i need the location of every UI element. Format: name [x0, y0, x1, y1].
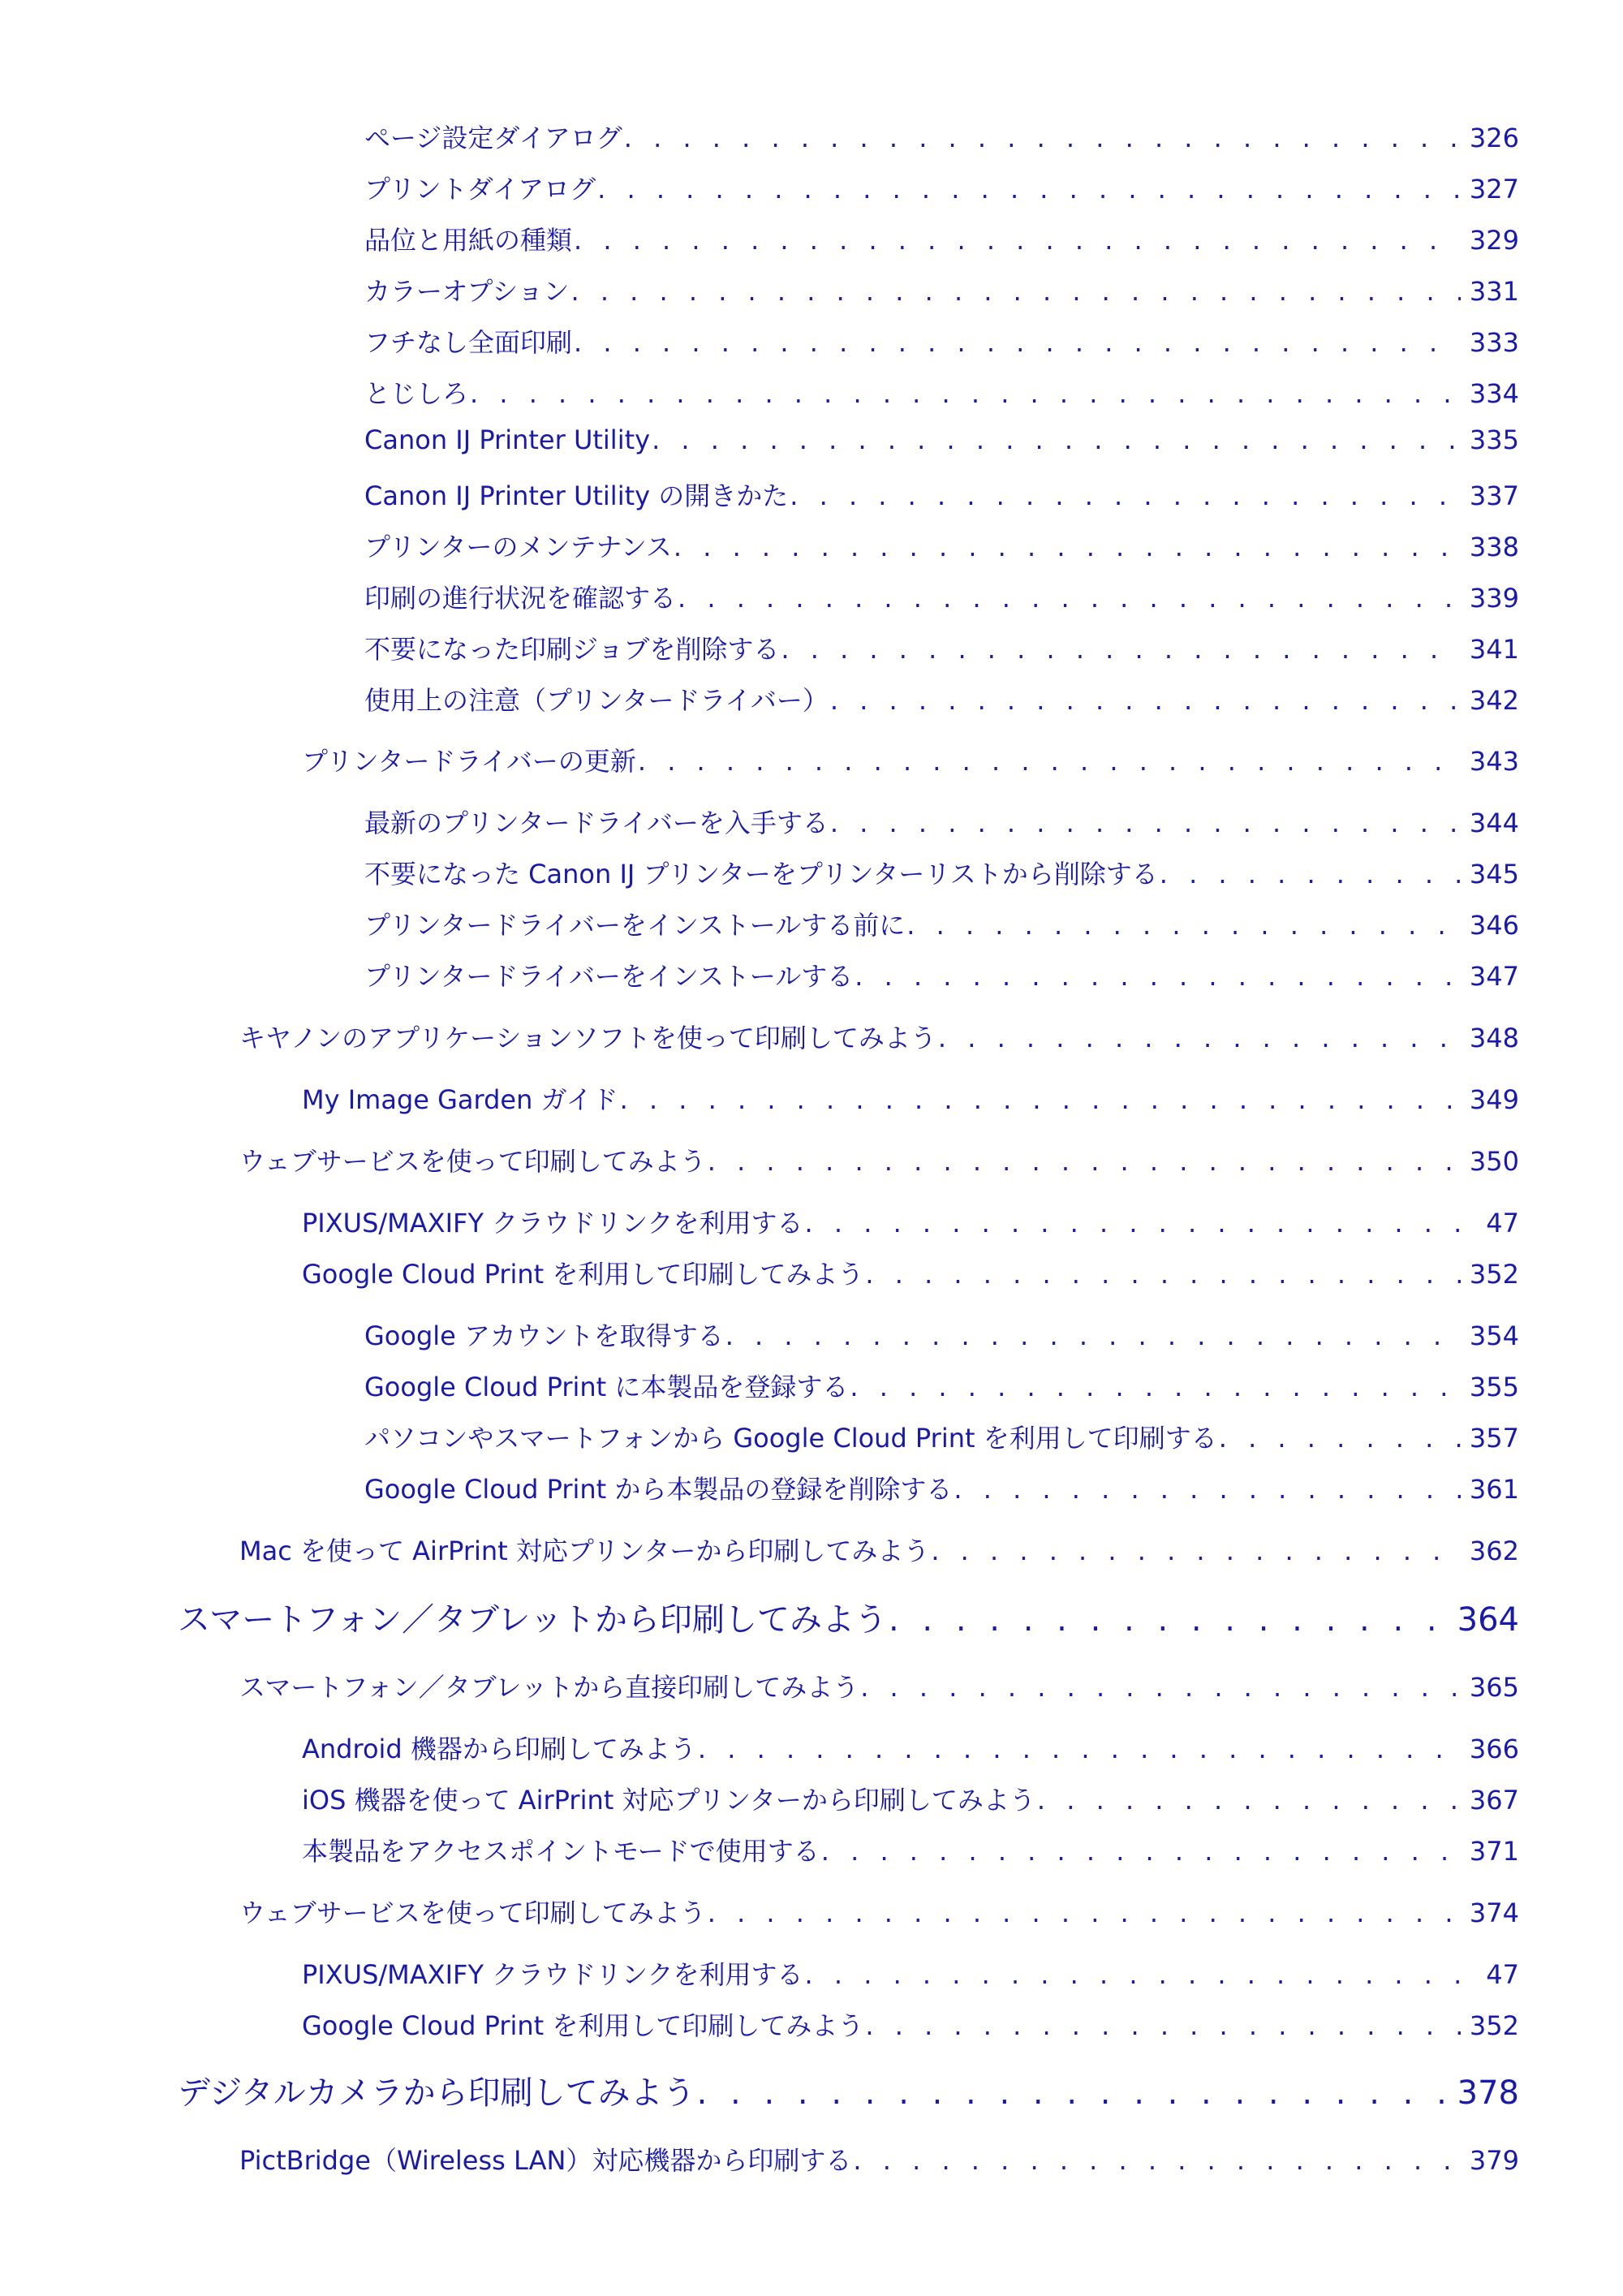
toc-entry-page: 357	[1469, 1423, 1519, 1454]
toc-entry[interactable]	[302, 741, 1519, 778]
toc-entry-title: 不要になった印刷ジョブを削除する	[364, 634, 780, 665]
toc-entry[interactable]	[239, 1141, 1519, 1178]
dot-leader	[781, 634, 1461, 665]
toc-entry-page: 352	[1469, 1259, 1519, 1290]
dot-leader	[1219, 1423, 1461, 1454]
toc-entry-page: 348	[1469, 1023, 1519, 1053]
toc-entry[interactable]	[302, 1203, 1519, 1240]
dot-leader	[678, 583, 1461, 614]
dot-leader	[850, 1372, 1461, 1402]
toc-entry[interactable]	[364, 322, 1519, 360]
toc-entry[interactable]	[364, 476, 1519, 513]
toc-entry-page: 364	[1457, 1601, 1519, 1639]
toc-entry-title: プリンターのメンテナンス	[364, 532, 672, 562]
toc-entry-title: 品位と用紙の種類	[364, 225, 573, 256]
toc-entry-title: Google Cloud Print を利用して印刷してみよう	[302, 1259, 864, 1290]
dot-leader	[624, 123, 1461, 153]
toc-entry-title: スマートフォン／タブレットから直接印刷してみよう	[239, 1672, 859, 1703]
toc-entry[interactable]	[364, 854, 1519, 891]
toc-entry-title: 不要になった Canon IJ プリンターをプリンターリストから削除する	[364, 859, 1158, 890]
dot-leader	[652, 424, 1461, 455]
toc-entry[interactable]	[239, 1531, 1519, 1568]
dot-leader	[597, 174, 1461, 205]
toc-entry-page: 335	[1469, 424, 1519, 455]
toc-entry-title: My Image Garden ガイド	[302, 1084, 618, 1115]
toc-entry-title: フチなし全面印刷	[364, 327, 573, 358]
dot-leader	[708, 1898, 1461, 1928]
toc-entry-page: 331	[1469, 276, 1519, 307]
toc-entry-page: 379	[1469, 2145, 1519, 2176]
toc-entry[interactable]	[302, 1254, 1519, 1291]
toc-entry-title: Google Cloud Print に本製品を登録する	[364, 1372, 849, 1402]
dot-leader	[853, 2145, 1461, 2176]
toc-entry-title: Canon IJ Printer Utility の開きかた	[364, 480, 789, 511]
toc-entry-page: 366	[1469, 1734, 1519, 1764]
toc-entry[interactable]	[239, 1667, 1519, 1704]
toc-entry[interactable]	[364, 373, 1519, 411]
dot-leader	[1037, 1785, 1461, 1816]
toc-entry-title: とじしろ	[364, 378, 469, 409]
toc-entry-title: プリントダイアログ	[364, 174, 596, 205]
toc-entry-page: 374	[1469, 1898, 1519, 1928]
toc-entry[interactable]	[364, 527, 1519, 564]
dot-leader	[906, 910, 1461, 941]
toc-entry[interactable]	[239, 2140, 1519, 2178]
toc-entry[interactable]	[302, 2005, 1519, 2043]
dot-leader	[620, 1084, 1461, 1115]
toc-chapter-entry[interactable]	[178, 1594, 1519, 1640]
dot-leader	[570, 276, 1461, 307]
toc-entry-page: 329	[1469, 225, 1519, 256]
toc-entry[interactable]	[364, 803, 1519, 840]
toc-entry-page: 339	[1469, 583, 1519, 614]
toc-entry-title: デジタルカメラから印刷してみよう	[178, 2074, 695, 2112]
toc-entry-title: パソコンやスマートフォンから Google Cloud Print を利用して印刷する	[364, 1423, 1217, 1454]
toc-entry-title: 印刷の進行状況を確認する	[364, 583, 677, 614]
toc-entry-page: 378	[1457, 2074, 1519, 2112]
toc-entry-title: プリンタードライバーの更新	[302, 746, 636, 777]
toc-entry[interactable]	[239, 1018, 1519, 1055]
toc-entry[interactable]	[364, 271, 1519, 308]
toc-entry-title: 使用上の注意（プリンタードライバー）	[364, 685, 829, 716]
toc-entry-page: 371	[1469, 1836, 1519, 1867]
toc-entry-title: カラーオプション	[364, 276, 570, 307]
toc-entry[interactable]	[364, 578, 1519, 615]
toc-entry-title: Google アカウントを取得する	[364, 1320, 724, 1351]
toc-entry-title: プリンタードライバーをインストールする前に	[364, 910, 906, 941]
toc-entry-title: Canon IJ Printer Utility	[364, 424, 651, 455]
toc-entry-title: キヤノンのアプリケーションソフトを使って印刷してみよう	[239, 1023, 936, 1053]
toc-entry-title: ページ設定ダイアログ	[364, 123, 622, 153]
toc-entry-page: 355	[1469, 1372, 1519, 1402]
dot-leader	[830, 685, 1461, 716]
dot-leader	[889, 1601, 1451, 1639]
dot-leader	[574, 225, 1461, 256]
toc-entry[interactable]	[302, 1954, 1519, 1992]
toc-entry-title: ウェブサービスを使って印刷してみよう	[239, 1898, 706, 1928]
dot-leader	[790, 480, 1461, 511]
toc-entry[interactable]	[239, 1893, 1519, 1930]
toc-entry[interactable]	[302, 1729, 1519, 1766]
toc-entry-title: スマートフォン／タブレットから印刷してみよう	[178, 1601, 887, 1639]
toc-entry[interactable]	[364, 424, 1519, 455]
dot-leader	[697, 2074, 1451, 2112]
dot-leader	[638, 746, 1461, 777]
toc-entry-page: 343	[1469, 746, 1519, 777]
toc-entry[interactable]	[364, 680, 1519, 717]
toc-entry-title: 最新のプリンタードライバーを入手する	[364, 808, 829, 838]
toc-entry-title: iOS 機器を使って AirPrint 対応プリンターから印刷してみよう	[302, 1785, 1035, 1816]
toc-entry-page: 338	[1469, 532, 1519, 562]
toc-entry-page: 342	[1469, 685, 1519, 716]
toc-entry[interactable]	[364, 1418, 1519, 1455]
dot-leader	[674, 532, 1461, 562]
toc-entry[interactable]	[364, 956, 1519, 993]
toc-entry[interactable]	[364, 905, 1519, 942]
dot-leader	[1160, 859, 1461, 890]
toc-entry[interactable]	[364, 629, 1519, 666]
toc-entry-page: 327	[1469, 174, 1519, 205]
toc-entry-title: PIXUS/MAXIFY クラウドリンクを利用する	[302, 1208, 803, 1238]
toc-entry-title: PIXUS/MAXIFY クラウドリンクを利用する	[302, 1959, 803, 1990]
toc-entry-title: Google Cloud Print を利用して印刷してみよう	[302, 2010, 864, 2041]
toc-entry-page: 346	[1469, 910, 1519, 941]
toc-entry[interactable]	[364, 1469, 1519, 1506]
toc-entry-page: 352	[1469, 2010, 1519, 2041]
toc-entry-page: 361	[1469, 1474, 1519, 1505]
dot-leader	[830, 808, 1461, 838]
toc-entry-page: 341	[1469, 634, 1519, 665]
toc-entry[interactable]	[302, 1079, 1519, 1117]
toc-entry-title: プリンタードライバーをインストールする	[364, 961, 854, 992]
dot-leader	[931, 1536, 1461, 1566]
toc-entry-page: 47	[1486, 1208, 1519, 1238]
dot-leader	[574, 327, 1461, 358]
dot-leader	[860, 1672, 1461, 1703]
dot-leader	[865, 2010, 1461, 2041]
toc-entry-page: 333	[1469, 327, 1519, 358]
toc-entry-page: 334	[1469, 378, 1519, 409]
toc-entry-page: 349	[1469, 1084, 1519, 1115]
toc-entry[interactable]	[364, 169, 1519, 206]
toc-entry-page: 337	[1469, 480, 1519, 511]
toc-entry[interactable]	[302, 1780, 1519, 1817]
toc-entry-page: 362	[1469, 1536, 1519, 1566]
toc-entry[interactable]	[302, 1831, 1519, 1868]
toc-chapter-entry[interactable]	[178, 2067, 1519, 2113]
toc-entry-page: 47	[1486, 1959, 1519, 1990]
dot-leader	[470, 378, 1461, 409]
toc-entry-title: PictBridge（Wireless LAN）対応機器から印刷する	[239, 2145, 852, 2176]
toc-entry[interactable]	[364, 1316, 1519, 1353]
toc-entry-page: 345	[1469, 859, 1519, 890]
dot-leader	[708, 1146, 1461, 1177]
toc-entry-title: Android 機器から印刷してみよう	[302, 1734, 696, 1764]
toc-entry-page: 347	[1469, 961, 1519, 992]
toc-entry-title: 本製品をアクセスポイントモードで使用する	[302, 1836, 820, 1867]
dot-leader	[855, 961, 1461, 992]
dot-leader	[938, 1023, 1461, 1053]
toc-entry-title: ウェブサービスを使って印刷してみよう	[239, 1146, 706, 1177]
toc-entry-title: Google Cloud Print から本製品の登録を削除する	[364, 1474, 953, 1505]
toc-entry[interactable]	[364, 220, 1519, 257]
toc-entry-page: 344	[1469, 808, 1519, 838]
toc-entry-page: 326	[1469, 123, 1519, 153]
dot-leader	[698, 1734, 1461, 1764]
toc-entry-page: 367	[1469, 1785, 1519, 1816]
dot-leader	[805, 1208, 1461, 1238]
dot-leader	[725, 1320, 1461, 1351]
dot-leader	[954, 1474, 1461, 1505]
toc-entry-page: 354	[1469, 1320, 1519, 1351]
dot-leader	[821, 1836, 1461, 1867]
toc-entry[interactable]	[364, 118, 1519, 155]
toc-entry[interactable]	[364, 1367, 1519, 1404]
toc-entry-title: Mac を使って AirPrint 対応プリンターから印刷してみよう	[239, 1536, 930, 1566]
dot-leader	[805, 1959, 1461, 1990]
toc-entry-page: 350	[1469, 1146, 1519, 1177]
toc-entry-page: 365	[1469, 1672, 1519, 1703]
dot-leader	[865, 1259, 1461, 1290]
